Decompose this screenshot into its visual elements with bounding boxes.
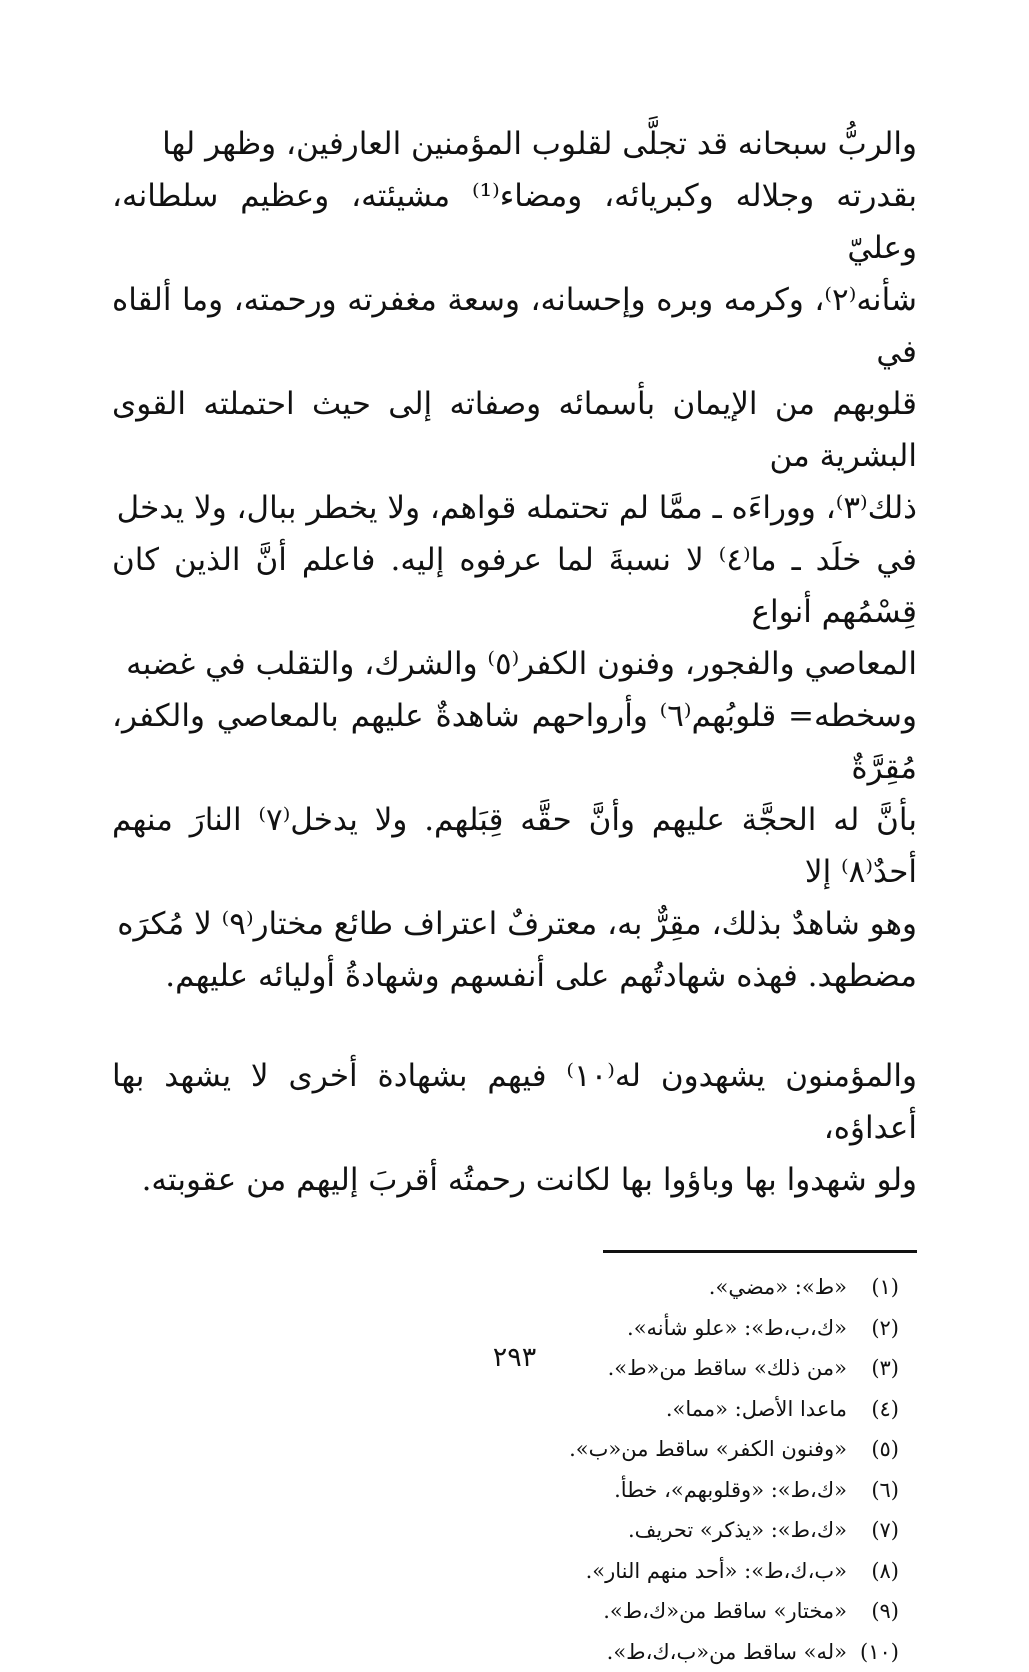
text-line: قلوبهم من الإيمان بأسمائه وصفاته إلى حيث احتملته القوى البشرية من [112, 378, 917, 482]
footnote-number: (١) [847, 1267, 899, 1308]
footnotes-list [112, 1267, 917, 1672]
footnote-divider [603, 1250, 917, 1253]
footnote-text: «من ذلك» ساقط من«ط». [608, 1356, 847, 1380]
page-number: ٢٩٣ [0, 1342, 1029, 1373]
footnote-number: (٦) [847, 1470, 899, 1511]
footnote-number: (٥) [847, 1429, 899, 1470]
text-line: والربُّ سبحانه قد تجلَّى لقلوب المؤمنين العارفين، وظهر لها [112, 118, 917, 170]
footnote-text: «له» ساقط من«ب،ك،ط». [607, 1640, 847, 1664]
text-line: والمؤمنون يشهدون له⁽١٠⁾ فيهم بشهادة أخرى لا يشهد بها أعداؤه، [112, 1050, 917, 1154]
footnote-item [112, 1267, 899, 1308]
footnote-item [112, 1551, 899, 1592]
footnote-number: (٨) [847, 1551, 899, 1592]
footnote-item [112, 1591, 899, 1632]
text-line: وسخطه= قلوبُهم⁽٦⁾ وأرواحهم شاهدةٌ عليهم بالمعاصي والكفر، مُقِرَّةٌ [112, 690, 917, 794]
footnote-text: «ط»: «مضي». [709, 1275, 847, 1299]
footnote-number: (٩) [847, 1591, 899, 1632]
footnote-text: ماعدا الأصل: «مما». [666, 1397, 847, 1421]
text-line: ولو شهدوا بها وباؤوا بها لكانت رحمتُه أقربَ إليهم من عقوبته. [112, 1154, 917, 1206]
footnote-item [112, 1632, 899, 1672]
footnote-item [112, 1389, 899, 1430]
body-paragraph-1 [112, 118, 917, 1002]
text-line: المعاصي والفجور، وفنون الكفر⁽٥⁾ والشرك، والتقلب في غضبه [112, 638, 917, 690]
text-line: مضطهد. فهذه شهادتُهم على أنفسهم وشهادةُ أوليائه عليهم. [112, 950, 917, 1002]
footnote-number: (٢) [847, 1308, 899, 1349]
footnote-item [112, 1429, 899, 1470]
text-line: بقدرته وجلاله وكبريائه، ومضاء⁽¹⁾ مشيئته، وعظيم سلطانه، وعليّ [112, 170, 917, 274]
footnote-number: (٣) [847, 1348, 899, 1389]
text-line: بأنَّ له الحجَّة عليهم وأنَّ حقَّه قِبَلهم. ولا يدخل⁽٧⁾ النارَ منهم أحدٌ⁽٨⁾ إلا [112, 794, 917, 898]
footnote-item [112, 1510, 899, 1551]
footnote-text: «ب،ك،ط»: «أحد منهم النار». [586, 1559, 847, 1583]
footnote-number: (١٠) [847, 1632, 899, 1672]
footnote-number: (٤) [847, 1389, 899, 1430]
text-line: وهو شاهدٌ بذلك، مقِرٌّ به، معترفٌ اعتراف طائع مختار⁽٩⁾ لا مُكرَه [112, 898, 917, 950]
footnote-text: «مختار» ساقط من«ك،ط». [603, 1599, 847, 1623]
text-line: في خلَد ـ ما⁽٤⁾ لا نسبةَ لما عرفوه إليه. فاعلم أنَّ الذين كان قِسْمُهم أنواع [112, 534, 917, 638]
text-line: ذلك⁽٣⁾، ووراءَه ـ ممَّا لم تحتمله قواهم، ولا يخطر ببال، ولا يدخل [112, 482, 917, 534]
footnote-item [112, 1470, 899, 1511]
footnote-number: (٧) [847, 1510, 899, 1551]
footnote-text: «ك،ط»: «يذكر» تحريف. [628, 1518, 847, 1542]
footnote-text: «ك،ب،ط»: «علو شأنه». [627, 1316, 847, 1340]
body-paragraph-2 [112, 1050, 917, 1206]
footnote-text: «وفنون الكفر» ساقط من«ب». [569, 1437, 847, 1461]
text-line: شأنه⁽٢⁾، وكرمه وبره وإحسانه، وسعة مغفرته ورحمته، وما ألقاه في [112, 274, 917, 378]
footnote-text: «ك،ط»: «وقلوبهم»، خطأ. [614, 1478, 847, 1502]
